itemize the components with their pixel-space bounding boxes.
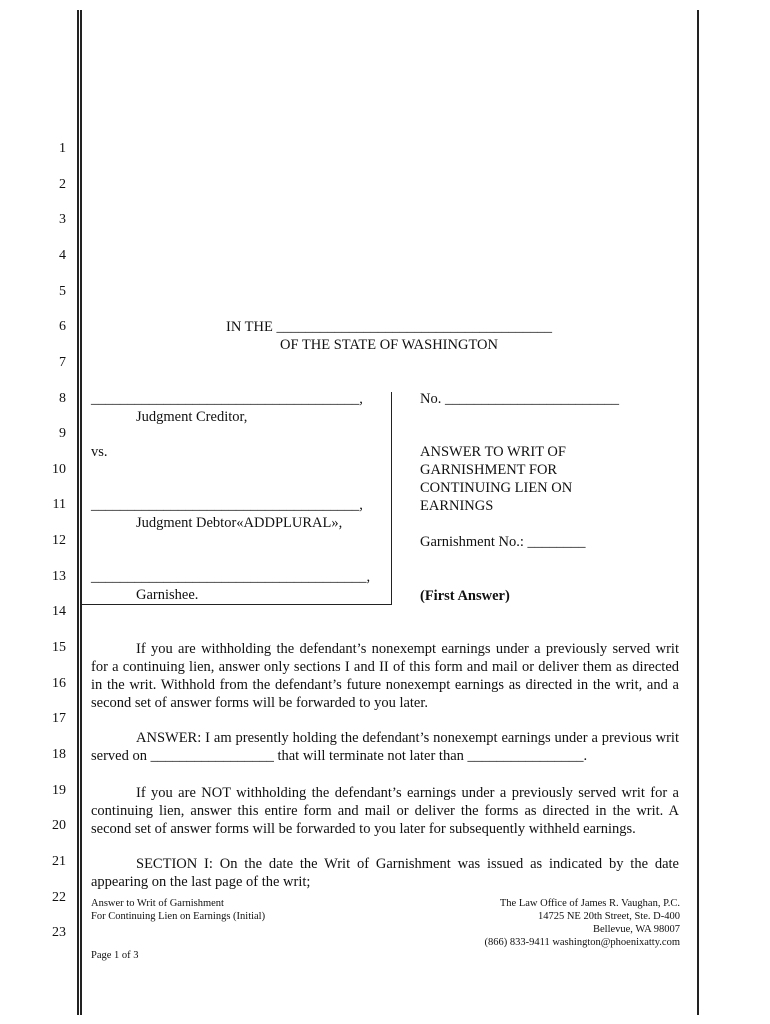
garnishment-number: Garnishment No.: ________ — [420, 534, 586, 550]
document-title-line: CONTINUING LIEN ON — [420, 480, 573, 496]
versus-label: vs. — [91, 444, 108, 460]
document-title-line: EARNINGS — [420, 498, 494, 514]
document-title-line: GARNISHMENT FOR — [420, 462, 558, 478]
line-number: 13 — [52, 569, 66, 584]
firm-contact: (866) 833-9411 washington@phoenixatty.com — [484, 937, 680, 948]
line-number: 15 — [52, 640, 66, 655]
line-number: 1 — [59, 141, 66, 156]
line-number: 4 — [59, 248, 66, 263]
document-title-line: ANSWER TO WRIT OF — [420, 444, 566, 460]
line-number: 16 — [52, 676, 66, 691]
line-number: 11 — [52, 497, 66, 512]
line-number: 14 — [52, 604, 66, 619]
line-number: 7 — [59, 355, 66, 370]
line-number: 22 — [52, 890, 66, 905]
line-number: 9 — [59, 426, 66, 441]
judgment-debtor-label: Judgment Debtor«ADDPLURAL», — [136, 515, 343, 531]
line-number: 8 — [59, 391, 66, 406]
line-number: 19 — [52, 783, 66, 798]
firm-city: Bellevue, WA 98007 — [592, 924, 680, 935]
court-name-line: IN THE ______________________________________ — [226, 319, 552, 335]
line-number: 18 — [52, 747, 66, 762]
caption-divider-vertical — [391, 392, 392, 605]
line-number: 17 — [52, 711, 66, 726]
line-number: 5 — [59, 284, 66, 299]
line-number: 20 — [52, 818, 66, 833]
footer-doc-subtitle: For Continuing Lien on Earnings (Initial) — [91, 911, 266, 922]
line-number: 3 — [59, 212, 66, 227]
page-number: Page 1 of 3 — [91, 950, 139, 961]
case-number: No. ________________________ — [420, 391, 619, 407]
section-one-intro: SECTION I: On the date the Writ of Garnishment was issued as indicated by the date appearing on the last page of the writ; — [91, 856, 679, 890]
garnishee-blank: ______________________________________, — [91, 569, 371, 585]
line-number: 10 — [52, 462, 66, 477]
line-number: 21 — [52, 854, 66, 869]
answer-statement: ANSWER: I am presently holding the defendant’s nonexempt earnings under a previous writ served on _________________ that will terminate not later than ________________. — [91, 730, 679, 764]
line-number: 6 — [59, 319, 66, 334]
footer-doc-title: Answer to Writ of Garnishment — [91, 898, 224, 909]
instructions-paragraph-2: If you are NOT withholding the defendant’s earnings under a previously served writ for a continuing lien, answer this entire form and mail or deliver the forms as directed in the writ. A second set of answer forms will be forwarded to you later for subsequently withheld earnings. — [91, 785, 679, 837]
garnishee-label: Garnishee. — [136, 587, 199, 603]
pleading-margin-rule-left — [77, 10, 79, 1015]
line-number: 12 — [52, 533, 66, 548]
judgment-creditor-label: Judgment Creditor, — [136, 409, 248, 425]
firm-street: 14725 NE 20th Street, Ste. D-400 — [537, 911, 680, 922]
pleading-margin-rule-right — [697, 10, 699, 1015]
line-number: 23 — [52, 925, 66, 940]
judgment-creditor-blank: _____________________________________, — [91, 391, 363, 407]
firm-name: The Law Office of James R. Vaughan, P.C. — [499, 898, 680, 909]
court-state-line: OF THE STATE OF WASHINGTON — [280, 337, 498, 353]
pleading-margin-rule-left-inner — [80, 10, 82, 1015]
answer-type: (First Answer) — [420, 588, 510, 604]
judgment-debtor-blank: _____________________________________, — [91, 497, 363, 513]
line-number: 2 — [59, 177, 66, 192]
instructions-paragraph-1: If you are withholding the defendant’s nonexempt earnings under a previously served writ for a continuing lien, answer only sections I and II of this form and mail or deliver them as directed in the writ. Withhold from the defendant’s future nonexempt earnings as directed in the writ, and a second set of answer forms will be forwarded to you later. — [91, 641, 679, 711]
caption-divider-horizontal — [82, 604, 391, 605]
